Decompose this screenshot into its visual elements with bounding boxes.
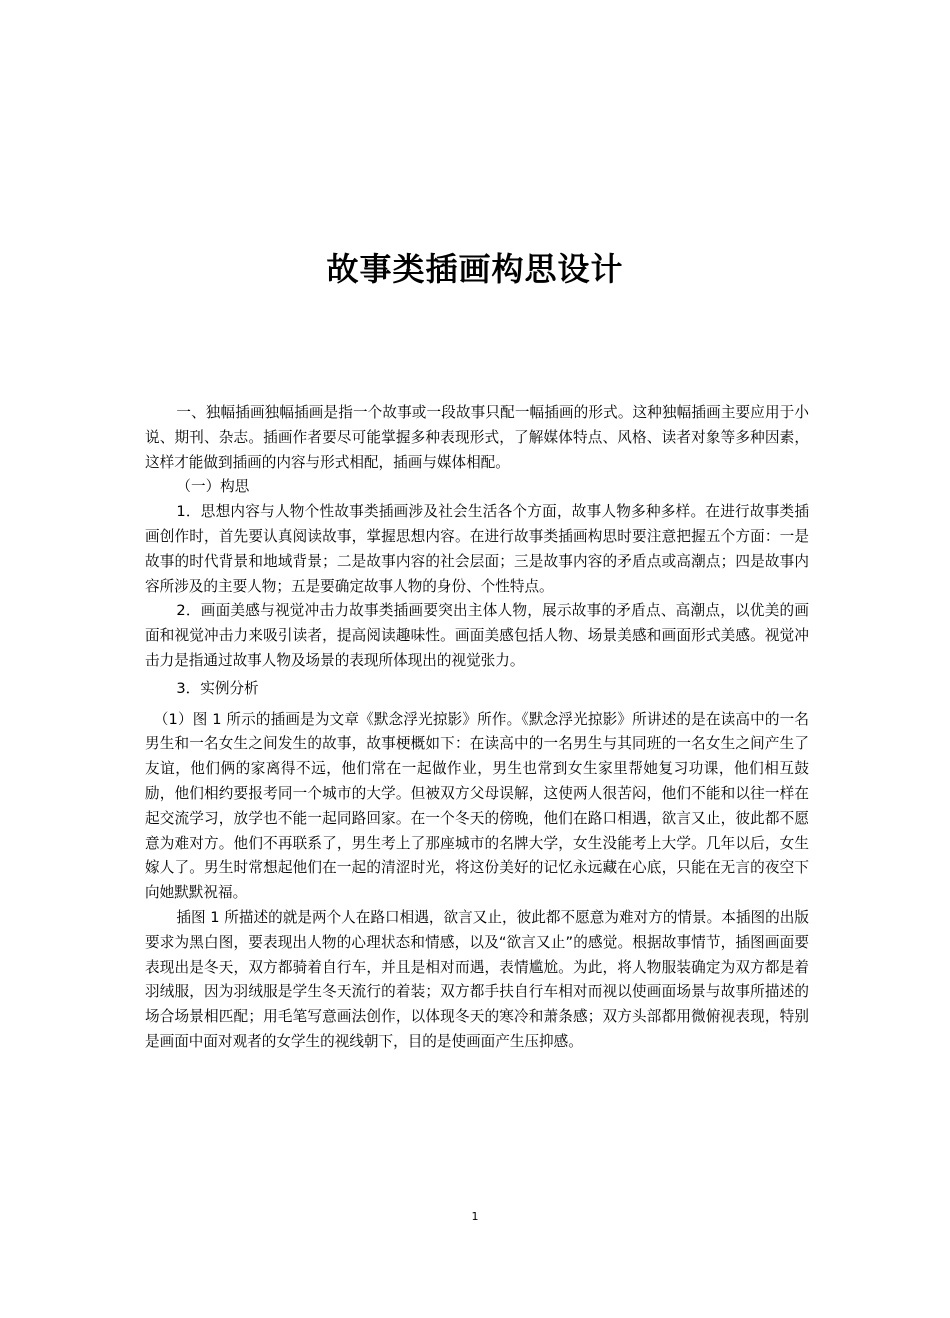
paragraph-case-story: （1）图 1 所示的插画是为文章《默念浮光掠影》所作。《默念浮光掠影》所讲述的是在读高中的一名男生和一名女生之间发生的故事，故事梗概如下：在读高中的一名男生与其同班的一名女生之间产生了友谊，他们俩的家离得不远，他们常在一起做作业，男生也常到女生家里帮她复习功课，他们相互鼓励，他们相约要报考同一个城市的大学。但被双方父母误解，这使两人很苦闷，他们不能和以往一样在起交流学习，放学也不能一起同路回家。在一个冬天的傍晚，他们在路口相遇，欲言又止，彼此都不愿意为难对方。他们不再联系了，男生考上了那座城市的名牌大学，女生没能考上大学。几年以后，女生嫁人了。男生时常想起他们在一起的清涩时光，将这份美好的记忆永远藏在心底，只能在无言的夜空下向她默默祝福。 [145, 710, 809, 902]
document-body [145, 401, 809, 1055]
paragraph-single-illustration: 一、独幅插画独幅插画是指一个故事或一段故事只配一幅插画的形式。这种独幅插画主要应用于小说、期刊、杂志。插画作者要尽可能掌握多种表现形式，了解媒体特点、风格、读者对象等多种因素，这样才能做到插画的内容与形式相配，插画与媒体相配。 [145, 404, 809, 471]
page-number: 1 [471, 1210, 479, 1223]
section-heading-concept: （一）构思 [176, 478, 250, 496]
paragraph-content-character: 1．思想内容与人物个性故事类插画涉及社会生活各个方面，故事人物多种多样。在进行故事类插画创作时，首先要认真阅读故事，掌握思想内容。在进行故事类插画构思时要注意把握五个方面：一是故事的时代背景和地域背景；二是故事内容的社会层面；三是故事内容的矛盾点或高潮点；四是故事内容所涉及的主要人物；五是要确定故事人物的身份、个性特点。 [145, 503, 809, 595]
document-title: 故事类插画构思设计 [326, 250, 624, 288]
paragraph-visual-impact: 2．画面美感与视觉冲击力故事类插画要突出主体人物，展示故事的矛盾点、高潮点，以优美的画面和视觉冲击力来吸引读者，提高阅读趣味性。画面美感包括人物、场景美感和画面形式美感。视觉冲击力是指通过故事人物及场景的表现所体现出的视觉张力。 [145, 602, 809, 669]
paragraph-illustration-description: 插图 1 所描述的就是两个人在路口相遇，欲言又止，彼此都不愿意为难对方的情景。本插图的出版要求为黑白图，要表现出人物的心理状态和情感，以及“欲言又止”的感觉。根据故事情节，插图画面要表现出是冬天，双方都骑着自行车，并且是相对而遇，表情尴尬。为此，将人物服装确定为双方都是着羽绒服，因为羽绒服是学生冬天流行的着装；双方都手扶自行车相对而视以使画面场景与故事所描述的场合场景相匹配；用毛笔写意画法创作，以体现冬天的寒冷和萧条感；双方头部都用微俯视表现，特别是画面中面对观者的女学生的视线朝下，目的是使画面产生压抑感。 [145, 908, 809, 1050]
section-heading-case-analysis: 3．实例分析 [176, 679, 259, 697]
